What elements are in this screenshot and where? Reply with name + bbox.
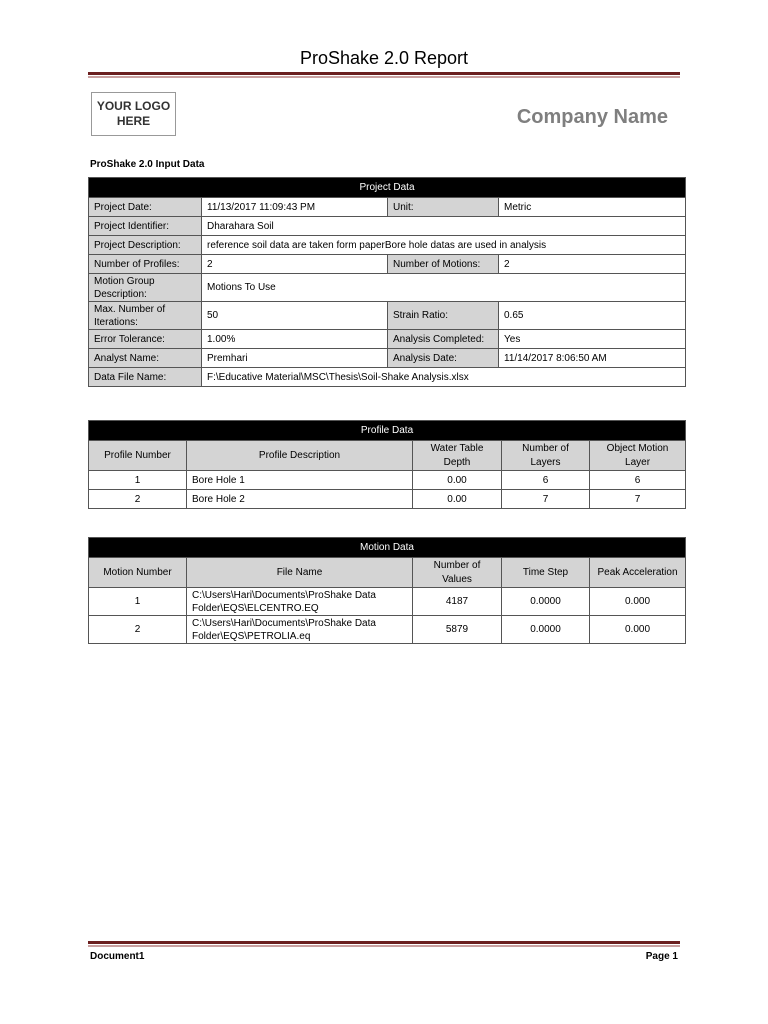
project-identifier-value: Dharahara Soil — [202, 217, 686, 236]
number-of-layers: 7 — [502, 490, 590, 509]
profile-data-title: Profile Data — [89, 421, 686, 441]
column-header: Number of Values — [413, 558, 502, 588]
analyst-name-value: Premhari — [202, 349, 388, 368]
project-description-value: reference soil data are taken form paperBore hole datas are used in analysis — [202, 236, 686, 255]
motion-file-name: C:\Users\Hari\Documents\ProShake Data Folder\EQS\PETROLIA.eq — [187, 616, 413, 644]
number-of-layers: 6 — [502, 471, 590, 490]
company-name: Company Name — [516, 106, 668, 128]
motion-group-value: Motions To Use — [202, 274, 686, 302]
number-of-motions-value: 2 — [499, 255, 686, 274]
max-iterations-label: Max. Number of Iterations: — [89, 302, 202, 330]
table-row — [89, 490, 686, 509]
unit-label: Unit: — [388, 198, 499, 217]
analysis-date-value: 11/14/2017 8:06:50 AM — [499, 349, 686, 368]
column-header: Time Step — [502, 558, 590, 588]
project-date-label: Project Date: — [89, 198, 202, 217]
table-row — [89, 255, 686, 274]
data-file-label: Data File Name: — [89, 368, 202, 387]
profile-description: Bore Hole 2 — [187, 490, 413, 509]
unit-value: Metric — [499, 198, 686, 217]
analysis-completed-value: Yes — [499, 330, 686, 349]
motion-number: 2 — [89, 616, 187, 644]
column-header: Motion Number — [89, 558, 187, 588]
project-date-value: 11/13/2017 11:09:43 PM — [202, 198, 388, 217]
table-row — [89, 368, 686, 387]
table-row — [89, 349, 686, 368]
project-data-table — [88, 177, 686, 387]
table-row — [89, 274, 686, 302]
analysis-completed-label: Analysis Completed: — [388, 330, 499, 349]
column-header: Water Table Depth — [413, 441, 502, 471]
profile-header-row — [89, 441, 686, 471]
footer-rule — [88, 941, 680, 947]
column-header: Number of Layers — [502, 441, 590, 471]
max-iterations-value: 50 — [202, 302, 388, 330]
data-file-value: F:\Educative Material\MSC\Thesis\Soil-Shake Analysis.xlsx — [202, 368, 686, 387]
number-of-motions-label: Number of Motions: — [388, 255, 499, 274]
header-rule — [88, 72, 680, 78]
number-of-profiles-label: Number of Profiles: — [89, 255, 202, 274]
input-data-heading: ProShake 2.0 Input Data — [90, 159, 205, 170]
logo-line-1: YOUR LOGO — [96, 99, 171, 113]
motion-file-name: C:\Users\Hari\Documents\ProShake Data Folder\EQS\ELCENTRO.EQ — [187, 588, 413, 616]
peak-acceleration: 0.000 — [590, 616, 686, 644]
project-identifier-label: Project Identifier: — [89, 217, 202, 236]
profile-number: 1 — [89, 471, 187, 490]
motion-data-table — [88, 537, 686, 644]
profile-data-table — [88, 420, 686, 509]
column-header: File Name — [187, 558, 413, 588]
column-header: Object Motion Layer — [590, 441, 686, 471]
motion-group-label: Motion Group Description: — [89, 274, 202, 302]
analyst-name-label: Analyst Name: — [89, 349, 202, 368]
number-of-profiles-value: 2 — [202, 255, 388, 274]
error-tolerance-label: Error Tolerance: — [89, 330, 202, 349]
motion-header-row — [89, 558, 686, 588]
water-table-depth: 0.00 — [413, 490, 502, 509]
peak-acceleration: 0.000 — [590, 588, 686, 616]
profile-description: Bore Hole 1 — [187, 471, 413, 490]
time-step: 0.0000 — [502, 588, 590, 616]
table-row — [89, 198, 686, 217]
footer-page-number: Page 1 — [645, 951, 678, 962]
strain-ratio-value: 0.65 — [499, 302, 686, 330]
report-title: ProShake 2.0 Report — [299, 48, 469, 68]
table-row — [89, 330, 686, 349]
number-of-values: 5879 — [413, 616, 502, 644]
table-row — [89, 302, 686, 330]
table-row — [89, 236, 686, 255]
column-header: Profile Description — [187, 441, 413, 471]
analysis-date-label: Analysis Date: — [388, 349, 499, 368]
object-motion-layer: 6 — [590, 471, 686, 490]
profile-number: 2 — [89, 490, 187, 509]
table-row — [89, 217, 686, 236]
number-of-values: 4187 — [413, 588, 502, 616]
object-motion-layer: 7 — [590, 490, 686, 509]
column-header: Profile Number — [89, 441, 187, 471]
table-row — [89, 616, 686, 644]
water-table-depth: 0.00 — [413, 471, 502, 490]
project-description-label: Project Description: — [89, 236, 202, 255]
table-row — [89, 471, 686, 490]
project-data-title: Project Data — [89, 178, 686, 198]
time-step: 0.0000 — [502, 616, 590, 644]
motion-data-title: Motion Data — [89, 538, 686, 558]
column-header: Peak Acceleration — [590, 558, 686, 588]
motion-number: 1 — [89, 588, 187, 616]
logo-line-2: HERE — [116, 114, 151, 128]
error-tolerance-value: 1.00% — [202, 330, 388, 349]
table-row — [89, 588, 686, 616]
strain-ratio-label: Strain Ratio: — [388, 302, 499, 330]
footer-document-name: Document1 — [90, 951, 145, 962]
logo-placeholder — [91, 92, 176, 136]
